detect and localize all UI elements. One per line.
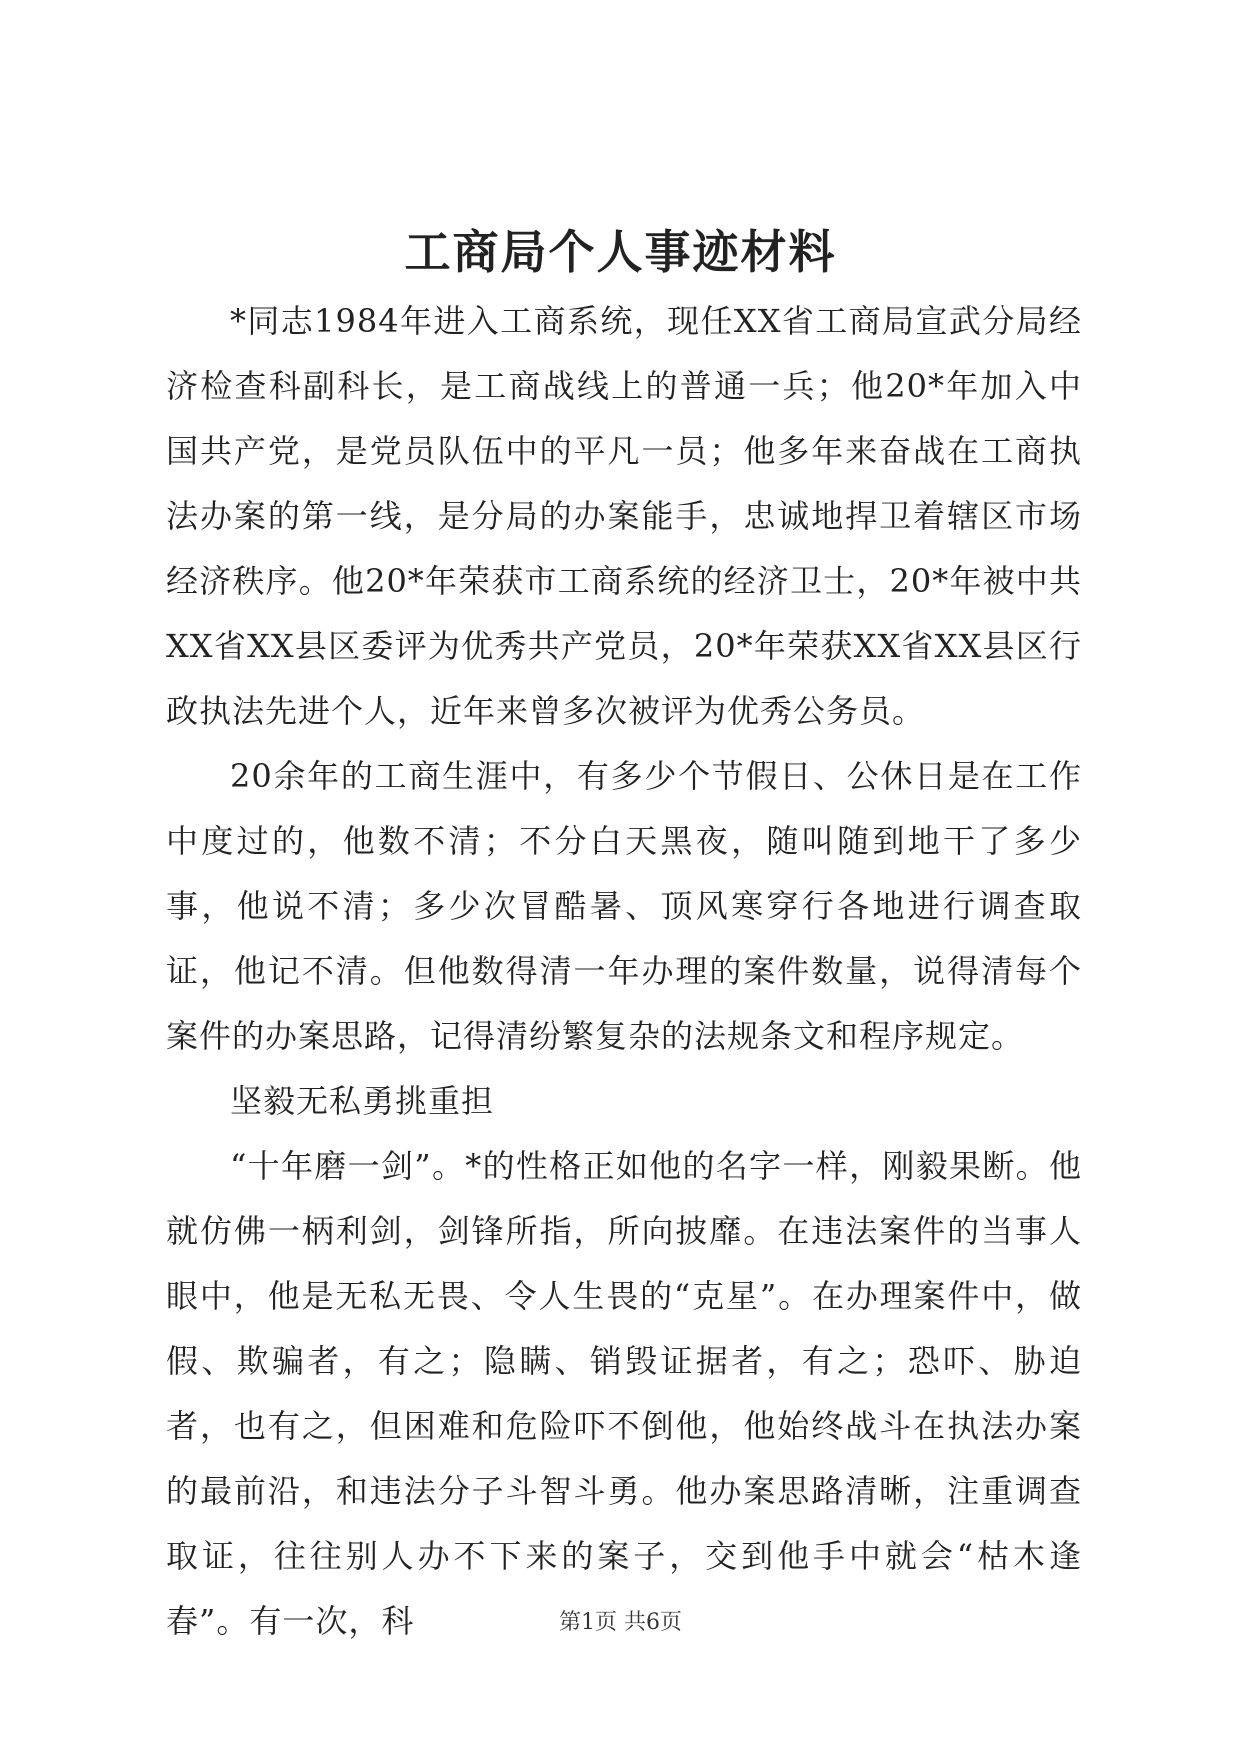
paragraph-intro: *同志1984年进入工商系统，现任XX省工商局宣武分局经济检查科副科长，是工商战线上的普通一兵；他20*年加入中国共产党，是党员队伍中的平凡一员；他多年来奋战在工商执法办案的第一线，是分局的办案能手，忠诚地捍卫着辖区市场经济秩序。他20*年荣获市工商系统的经济卫士，20*年被中共XX省XX县区委评为优秀共产党员，20*年荣获XX省XX县区行政执法先进个人，近年来曾多次被评为优秀公务员。 — [166, 302, 1082, 730]
page-number-footer: 第1页 共6页 — [559, 1610, 682, 1635]
section-heading: 坚毅无私勇挑重担 — [230, 1082, 495, 1120]
document-body — [166, 289, 1082, 1654]
paragraph-character: “十年磨一剑”。*的性格正如他的名字一样，刚毅果断。他就仿佛一柄利剑，剑锋所指，所向披靡。在违法案件的当事人眼中，他是无私无畏、令人生畏的“克星”。在办理案件中，做假、欺骗者，有之；隐瞒、销毁证据者，有之；恐吓、胁迫者，也有之，但困难和危险吓不倒他，他始终战斗在执法办案的最前沿，和违法分子斗智斗勇。他办案思路清晰，注重调查取证，往往别人办不下来的案子，交到他手中就会“枯木逢春”。有一次，科 — [166, 1147, 1082, 1640]
document-title: 工商局个人事迹材料 — [404, 225, 837, 279]
paragraph-career: 20余年的工商生涯中，有多少个节假日、公休日是在工作中度过的，他数不清；不分白天黑夜，随叫随到地干了多少事，他说不清；多少次冒酷暑、顶风寒穿行各地进行调查取证，他记不清。但他数得清一年办理的案件数量，说得清每个案件的办案思路，记得清纷繁复杂的法规条文和程序规定。 — [166, 757, 1082, 1055]
